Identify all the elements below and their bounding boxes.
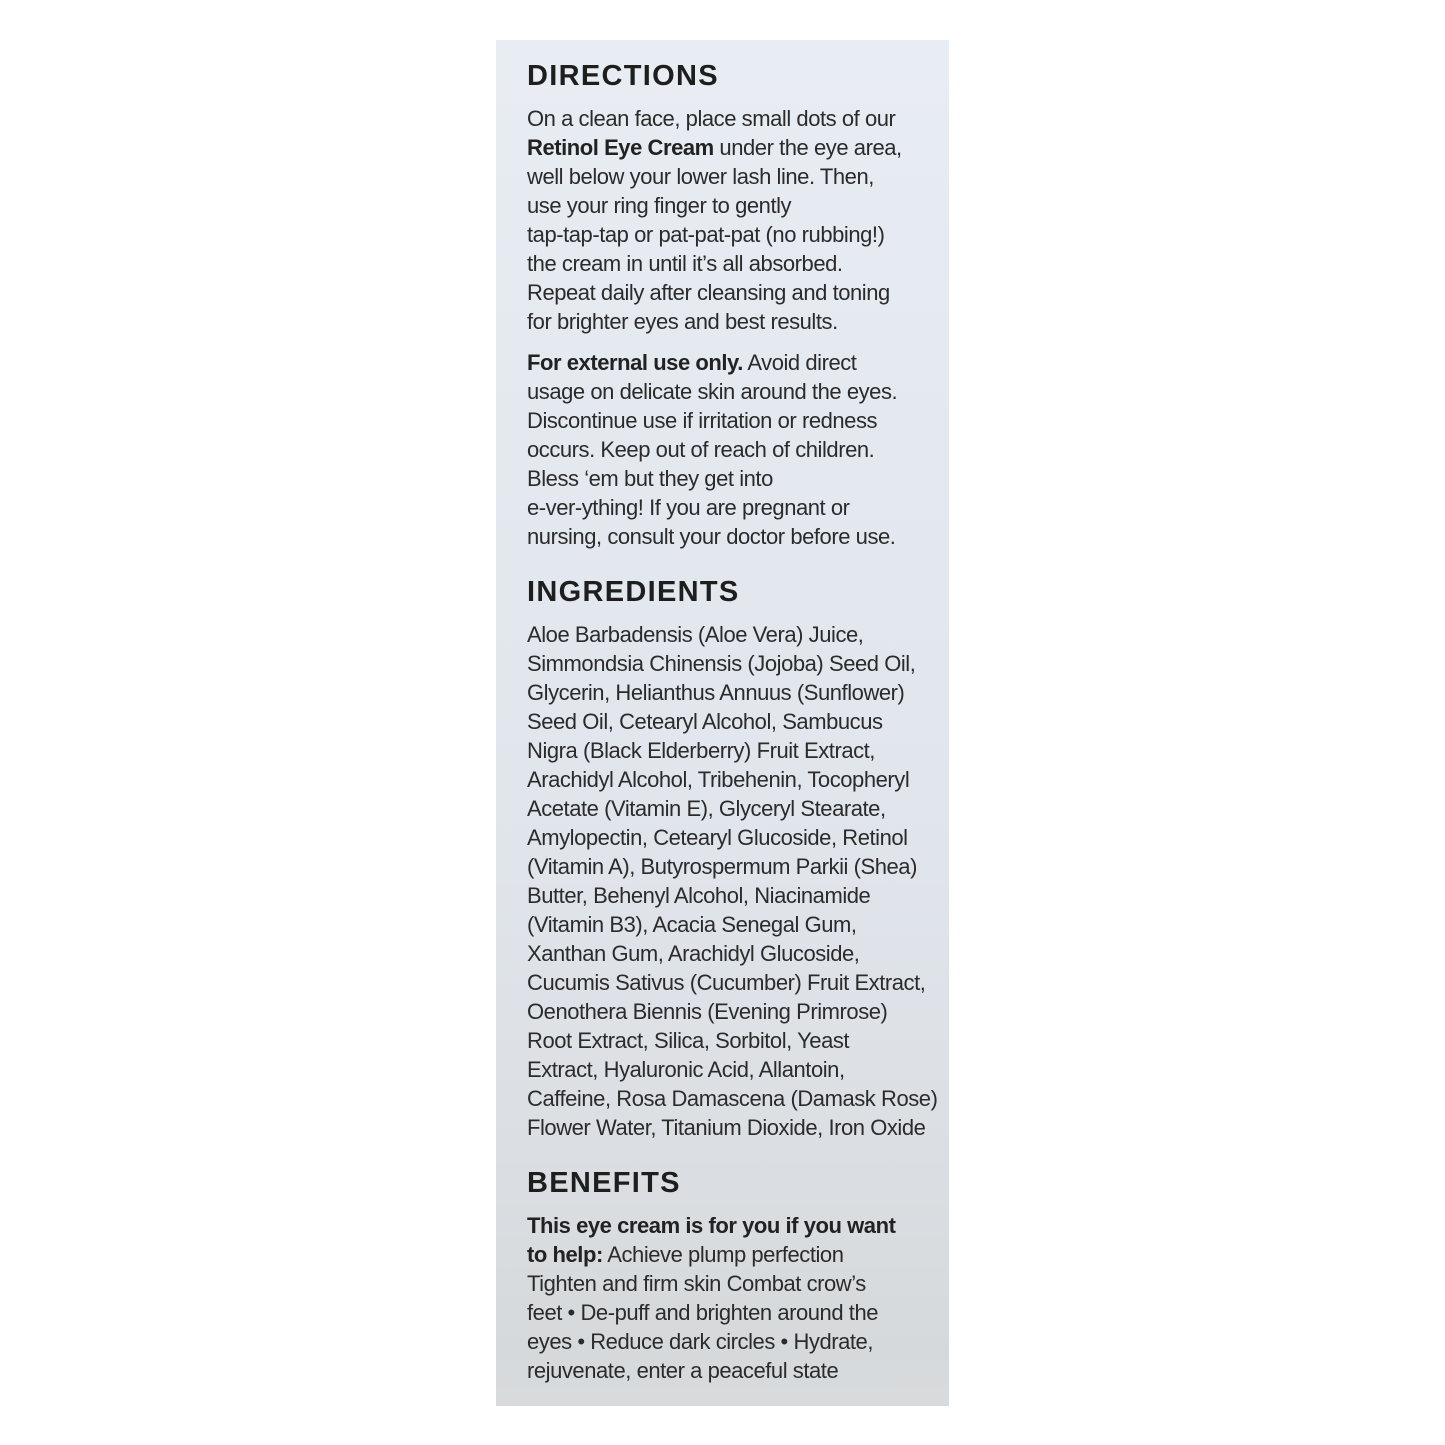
text-segment: Glycerin, Helianthus Annuus (Sunflower)	[527, 680, 905, 705]
text-line	[527, 220, 937, 249]
text-line	[527, 377, 937, 406]
text-segment: rejuvenate, enter a peaceful state	[527, 1358, 839, 1383]
benefits-heading: BENEFITS	[527, 1167, 681, 1199]
text-segment: use your ring finger to gently	[527, 193, 792, 218]
text-segment: (Vitamin A), Butyrospermum Parkii (Shea)	[527, 854, 917, 879]
text-line	[527, 348, 937, 377]
bold-text-segment: This eye cream is for you if you want	[527, 1213, 896, 1238]
text-segment: the cream in until it’s all absorbed.	[527, 251, 843, 276]
text-segment: usage on delicate skin around the eyes.	[527, 379, 898, 404]
text-line	[527, 162, 937, 191]
text-line	[527, 191, 937, 220]
text-line	[527, 649, 937, 678]
text-line	[527, 881, 937, 910]
text-segment: tap-tap-tap or pat-pat-pat (no rubbing!)	[527, 222, 885, 247]
text-segment: Seed Oil, Cetearyl Alcohol, Sambucus	[527, 709, 883, 734]
text-segment: Aloe Barbadensis (Aloe Vera) Juice,	[527, 622, 864, 647]
text-line	[527, 133, 937, 162]
text-segment: Avoid direct	[742, 350, 857, 375]
text-segment: under the eye area,	[713, 135, 902, 160]
text-segment: Butter, Behenyl Alcohol, Niacinamide	[527, 883, 871, 908]
text-segment: eyes • Reduce dark circles • Hydrate,	[527, 1329, 874, 1354]
text-line	[527, 1211, 937, 1240]
text-segment: Extract, Hyaluronic Acid, Allantoin,	[527, 1057, 845, 1082]
section-benefits	[527, 1168, 937, 1385]
text-line	[527, 852, 937, 881]
text-line	[527, 707, 937, 736]
text-line	[527, 1026, 937, 1055]
text-line	[527, 1240, 937, 1269]
text-line	[527, 522, 937, 551]
section-ingredients	[527, 577, 937, 1142]
text-line	[527, 968, 937, 997]
text-segment: Oenothera Biennis (Evening Primrose)	[527, 999, 888, 1024]
product-label-panel	[496, 40, 949, 1406]
section-directions	[527, 61, 937, 551]
text-line	[527, 1084, 937, 1113]
text-line	[527, 1113, 937, 1142]
text-segment: occurs. Keep out of reach of children.	[527, 437, 875, 462]
text-segment: Cucumis Sativus (Cucumber) Fruit Extract,	[527, 970, 926, 995]
benefits-paragraph-1	[527, 1211, 937, 1385]
text-line	[527, 910, 937, 939]
text-segment: Amylopectin, Cetearyl Glucoside, Retinol	[527, 825, 908, 850]
text-segment: nursing, consult your doctor before use.	[527, 524, 896, 549]
text-line	[527, 464, 937, 493]
text-segment: for brighter eyes and best results.	[527, 309, 838, 334]
text-segment: Root Extract, Silica, Sorbitol, Yeast	[527, 1028, 850, 1053]
directions-heading: DIRECTIONS	[527, 60, 719, 92]
text-segment: Acetate (Vitamin E), Glyceryl Stearate,	[527, 796, 886, 821]
text-segment: Nigra (Black Elderberry) Fruit Extract,	[527, 738, 875, 763]
text-segment: (Vitamin B3), Acacia Senegal Gum,	[527, 912, 857, 937]
directions-paragraph-1	[527, 104, 937, 336]
text-segment: feet • De-puff and brighten around the	[527, 1300, 879, 1325]
text-segment: Arachidyl Alcohol, Tribehenin, Tocopheryl	[527, 767, 910, 792]
text-line	[527, 1356, 937, 1385]
text-line	[527, 794, 937, 823]
text-line	[527, 678, 937, 707]
text-line	[527, 620, 937, 649]
text-line	[527, 307, 937, 336]
text-line	[527, 104, 937, 133]
text-segment: Repeat daily after cleansing and toning	[527, 280, 890, 305]
directions-paragraph-2	[527, 348, 937, 551]
bold-text-segment: For external use only.	[527, 350, 743, 375]
text-line	[527, 435, 937, 464]
text-line	[527, 939, 937, 968]
text-line	[527, 406, 937, 435]
text-line	[527, 765, 937, 794]
bold-text-segment: Retinol Eye Cream	[527, 135, 714, 160]
ingredients-heading: INGREDIENTS	[527, 576, 740, 608]
text-segment: Bless ‘em but they get into	[527, 466, 773, 491]
text-line	[527, 278, 937, 307]
text-segment: Simmondsia Chinensis (Jojoba) Seed Oil,	[527, 651, 916, 676]
text-segment: Xanthan Gum, Arachidyl Glucoside,	[527, 941, 860, 966]
text-segment: well below your lower lash line. Then,	[527, 164, 874, 189]
text-line	[527, 1327, 937, 1356]
text-segment: Tighten and firm skin Combat crow’s	[527, 1271, 866, 1296]
text-line	[527, 493, 937, 522]
text-segment: On a clean face, place small dots of our	[527, 106, 896, 131]
text-line	[527, 823, 937, 852]
text-segment: Discontinue use if irritation or redness	[527, 408, 878, 433]
text-line	[527, 249, 937, 278]
text-segment: Achieve plump perfection	[602, 1242, 844, 1267]
text-line	[527, 1055, 937, 1084]
text-segment: Caffeine, Rosa Damascena (Damask Rose)	[527, 1086, 938, 1111]
text-line	[527, 1269, 937, 1298]
ingredients-paragraph-1	[527, 620, 937, 1142]
text-line	[527, 997, 937, 1026]
bold-text-segment: to help:	[527, 1242, 603, 1267]
text-line	[527, 1298, 937, 1327]
text-segment: Flower Water, Titanium Dioxide, Iron Oxide	[527, 1115, 926, 1140]
text-segment: e-ver-ything! If you are pregnant or	[527, 495, 850, 520]
text-line	[527, 736, 937, 765]
